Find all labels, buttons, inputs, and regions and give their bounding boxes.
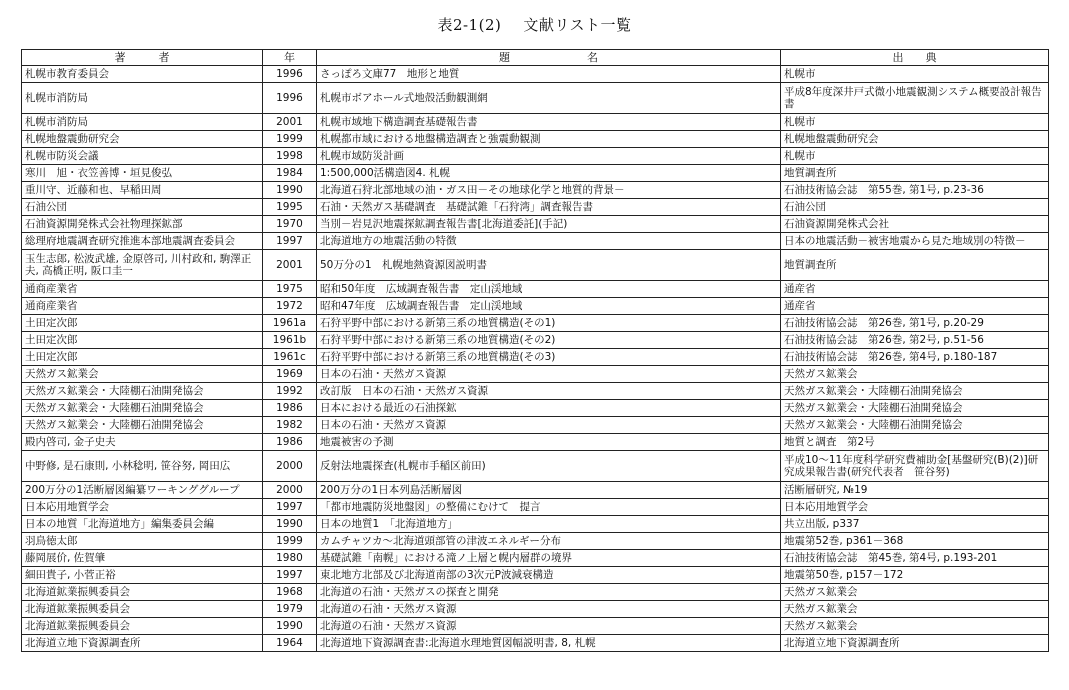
cell-source: 石油資源開発株式会社	[781, 216, 1049, 233]
cell-title: 石狩平野中部における新第三系の地質構造(その1)	[317, 315, 781, 332]
cell-author: 日本応用地質学会	[22, 499, 263, 516]
cell-author: 札幌市防災会議	[22, 148, 263, 165]
cell-year: 1968	[263, 584, 317, 601]
cell-author: 札幌市教育委員会	[22, 66, 263, 83]
cell-author: 200万分の1活断層図編纂ワーキンググループ	[22, 482, 263, 499]
cell-title: 「都市地震防災地盤図」の整備にむけて 提言	[317, 499, 781, 516]
cell-author: 天然ガス鉱業会・大陸棚石油開発協会	[22, 417, 263, 434]
cell-title: 石油・天然ガス基礎調査 基礎試錐「石狩湾」調査報告書	[317, 199, 781, 216]
table-row	[22, 584, 1049, 601]
cell-year: 1986	[263, 400, 317, 417]
table-row	[22, 383, 1049, 400]
table-row	[22, 482, 1049, 499]
cell-source: 天然ガス鉱業会・大陸棚石油開発協会	[781, 383, 1049, 400]
cell-title: さっぽろ文庫77 地形と地質	[317, 66, 781, 83]
cell-year: 1975	[263, 281, 317, 298]
header-source: 出 典	[781, 50, 1049, 66]
cell-title: 1:500,000活構造図4. 札幌	[317, 165, 781, 182]
cell-title: 地震被害の予測	[317, 434, 781, 451]
cell-year: 2001	[263, 250, 317, 281]
table-row	[22, 601, 1049, 618]
table-row	[22, 114, 1049, 131]
cell-source: 平成8年度深井戸式微小地震観測システム概要設計報告書	[781, 83, 1049, 114]
cell-year: 1970	[263, 216, 317, 233]
cell-author: 重川守、近藤和也、早稲田周	[22, 182, 263, 199]
cell-title: 昭和47年度 広域調査報告書 定山渓地域	[317, 298, 781, 315]
cell-title: 東北地方北部及び北海道南部の3次元P波減衰構造	[317, 567, 781, 584]
cell-title: 北海道の石油・天然ガス資源	[317, 618, 781, 635]
cell-source: 天然ガス鉱業会	[781, 618, 1049, 635]
cell-source: 石油技術協会誌 第45巻, 第4号, p.193-201	[781, 550, 1049, 567]
cell-year: 1996	[263, 83, 317, 114]
table-row	[22, 400, 1049, 417]
cell-year: 1999	[263, 131, 317, 148]
cell-title: カムチャツカ～北海道頭部管の津波エネルギー分布	[317, 533, 781, 550]
cell-source: 札幌市	[781, 148, 1049, 165]
cell-title: 反射法地震探査(札幌市手稲区前田)	[317, 451, 781, 482]
cell-source: 平成10～11年度科学研究費補助金[基盤研究(B)(2)]研究成果報告書(研究代表者 笹谷努)	[781, 451, 1049, 482]
cell-year: 1995	[263, 199, 317, 216]
cell-source: 地震第52巻, p361－368	[781, 533, 1049, 550]
cell-source: 天然ガス鉱業会・大陸棚石油開発協会	[781, 400, 1049, 417]
page-title	[0, 14, 1069, 35]
table-row	[22, 216, 1049, 233]
cell-year: 1961a	[263, 315, 317, 332]
cell-author: 通商産業省	[22, 281, 263, 298]
table-row	[22, 451, 1049, 482]
cell-title: 石狩平野中部における新第三系の地質構造(その3)	[317, 349, 781, 366]
table-row	[22, 83, 1049, 114]
cell-author: 札幌地盤震動研究会	[22, 131, 263, 148]
cell-source: 日本の地震活動－被害地震から見た地域別の特徴－	[781, 233, 1049, 250]
table-number: 表2-1(2)	[437, 16, 502, 34]
cell-author: 札幌市消防局	[22, 114, 263, 131]
cell-title: 当別－岩見沢地震探鉱調査報告書[北海道委託](手記)	[317, 216, 781, 233]
cell-source: 活断層研究, №19	[781, 482, 1049, 499]
table-row	[22, 165, 1049, 182]
table-row	[22, 516, 1049, 533]
header-title: 題 名	[317, 50, 781, 66]
cell-source: 地質調査所	[781, 165, 1049, 182]
cell-title: 200万分の1日本列島活断層図	[317, 482, 781, 499]
cell-title: 50万分の1 札幌地熱資源図説明書	[317, 250, 781, 281]
cell-year: 1998	[263, 148, 317, 165]
header-author: 著 者	[22, 50, 263, 66]
table-row	[22, 332, 1049, 349]
cell-year: 1996	[263, 66, 317, 83]
cell-author: 石油公団	[22, 199, 263, 216]
cell-year: 1986	[263, 434, 317, 451]
cell-title: 北海道地下資源調査書:北海道水理地質図幅説明書, 8, 札幌	[317, 635, 781, 652]
table-row	[22, 199, 1049, 216]
cell-source: 通産省	[781, 281, 1049, 298]
cell-source: 通産省	[781, 298, 1049, 315]
cell-author: 石油資源開発株式会社物理探鉱部	[22, 216, 263, 233]
cell-author: 天然ガス鉱業会・大陸棚石油開発協会	[22, 383, 263, 400]
cell-source: 地震第50巻, p157－172	[781, 567, 1049, 584]
cell-title: 札幌都市域における地盤構造調査と強震動観測	[317, 131, 781, 148]
cell-year: 1964	[263, 635, 317, 652]
cell-source: 天然ガス鉱業会・大陸棚石油開発協会	[781, 417, 1049, 434]
cell-source: 札幌市	[781, 66, 1049, 83]
cell-source: 石油技術協会誌 第26巻, 第2号, p.51-56	[781, 332, 1049, 349]
cell-author: 土田定次郎	[22, 349, 263, 366]
cell-year: 1961b	[263, 332, 317, 349]
table-row	[22, 349, 1049, 366]
table-row	[22, 250, 1049, 281]
cell-source: 石油技術協会誌 第26巻, 第4号, p.180-187	[781, 349, 1049, 366]
cell-title: 昭和50年度 広域調査報告書 定山渓地域	[317, 281, 781, 298]
cell-source: 石油技術協会誌 第26巻, 第1号, p.20-29	[781, 315, 1049, 332]
cell-year: 1979	[263, 601, 317, 618]
cell-year: 2000	[263, 482, 317, 499]
cell-author: 土田定次郎	[22, 332, 263, 349]
cell-source: 天然ガス鉱業会	[781, 366, 1049, 383]
cell-title: 日本の石油・天然ガス資源	[317, 417, 781, 434]
table-row	[22, 635, 1049, 652]
cell-title: 石狩平野中部における新第三系の地質構造(その2)	[317, 332, 781, 349]
header-row	[22, 50, 1049, 66]
table-row	[22, 298, 1049, 315]
table-row	[22, 434, 1049, 451]
table-row	[22, 567, 1049, 584]
cell-source: 共立出版, p337	[781, 516, 1049, 533]
cell-title: 日本の地質1 「北海道地方」	[317, 516, 781, 533]
cell-title: 札幌市ボアホール式地殻活動観測網	[317, 83, 781, 114]
cell-author: 殿内啓司, 金子史夫	[22, 434, 263, 451]
cell-title: 北海道石狩北部地域の油・ガス田－その地球化学と地質的背景－	[317, 182, 781, 199]
cell-year: 1990	[263, 516, 317, 533]
cell-title: 日本における最近の石油探鉱	[317, 400, 781, 417]
cell-source: 天然ガス鉱業会	[781, 584, 1049, 601]
cell-year: 1992	[263, 383, 317, 400]
cell-author: 土田定次郎	[22, 315, 263, 332]
cell-year: 1997	[263, 567, 317, 584]
cell-author: 北海道鉱業振興委員会	[22, 584, 263, 601]
table-row	[22, 182, 1049, 199]
cell-title: 札幌市域防災計画	[317, 148, 781, 165]
cell-author: 細田貴子, 小菅正裕	[22, 567, 263, 584]
cell-year: 1972	[263, 298, 317, 315]
cell-source: 札幌市	[781, 114, 1049, 131]
table-row	[22, 281, 1049, 298]
table-row	[22, 550, 1049, 567]
cell-author: 北海道鉱業振興委員会	[22, 601, 263, 618]
cell-year: 1999	[263, 533, 317, 550]
cell-source: 日本応用地質学会	[781, 499, 1049, 516]
table-row	[22, 618, 1049, 635]
cell-year: 1980	[263, 550, 317, 567]
cell-author: 通商産業省	[22, 298, 263, 315]
cell-source: 天然ガス鉱業会	[781, 601, 1049, 618]
table-caption: 文献リスト一覧	[523, 16, 632, 34]
cell-author: 中野修, 是石康則, 小林稔明, 笹谷努, 岡田広	[22, 451, 263, 482]
cell-year: 1990	[263, 618, 317, 635]
reference-table	[21, 49, 1049, 652]
cell-year: 2000	[263, 451, 317, 482]
cell-author: 天然ガス鉱業会	[22, 366, 263, 383]
cell-author: 日本の地質「北海道地方」編集委員会編	[22, 516, 263, 533]
cell-title: 日本の石油・天然ガス資源	[317, 366, 781, 383]
cell-source: 北海道立地下資源調査所	[781, 635, 1049, 652]
cell-source: 札幌地盤震動研究会	[781, 131, 1049, 148]
cell-author: 北海道立地下資源調査所	[22, 635, 263, 652]
cell-year: 1961c	[263, 349, 317, 366]
table-row	[22, 66, 1049, 83]
cell-year: 1984	[263, 165, 317, 182]
table-body	[22, 66, 1049, 652]
cell-year: 2001	[263, 114, 317, 131]
cell-title: 北海道の石油・天然ガス資源	[317, 601, 781, 618]
table-row	[22, 417, 1049, 434]
table-row	[22, 233, 1049, 250]
cell-author: 北海道鉱業振興委員会	[22, 618, 263, 635]
cell-source: 地質調査所	[781, 250, 1049, 281]
cell-source: 石油公団	[781, 199, 1049, 216]
cell-year: 1997	[263, 499, 317, 516]
cell-author: 羽鳥徳太郎	[22, 533, 263, 550]
table-row	[22, 533, 1049, 550]
cell-title: 北海道地方の地震活動の特徴	[317, 233, 781, 250]
table-row	[22, 148, 1049, 165]
cell-year: 1969	[263, 366, 317, 383]
table-row	[22, 366, 1049, 383]
cell-title: 札幌市域地下構造調査基礎報告書	[317, 114, 781, 131]
cell-author: 天然ガス鉱業会・大陸棚石油開発協会	[22, 400, 263, 417]
cell-year: 1997	[263, 233, 317, 250]
cell-year: 1990	[263, 182, 317, 199]
cell-title: 基礎試錐「南幌」における滝ノ上層と幌内層群の境界	[317, 550, 781, 567]
header-year: 年	[263, 50, 317, 66]
cell-source: 石油技術協会誌 第55巻, 第1号, p.23-36	[781, 182, 1049, 199]
cell-title: 北海道の石油・天然ガスの探査と開発	[317, 584, 781, 601]
cell-author: 総理府地震調査研究推進本部地震調査委員会	[22, 233, 263, 250]
cell-author: 札幌市消防局	[22, 83, 263, 114]
cell-year: 1982	[263, 417, 317, 434]
table-row	[22, 131, 1049, 148]
cell-title: 改訂版 日本の石油・天然ガス資源	[317, 383, 781, 400]
cell-author: 玉生志郎, 松波武雄, 金原啓司, 川村政和, 駒澤正夫, 高橋正明, 阪口圭一	[22, 250, 263, 281]
table-row	[22, 315, 1049, 332]
cell-source: 地質と調査 第2号	[781, 434, 1049, 451]
cell-author: 藤岡展价, 佐賀肇	[22, 550, 263, 567]
cell-author: 寒川 旭・衣笠善博・垣見俊弘	[22, 165, 263, 182]
table-row	[22, 499, 1049, 516]
